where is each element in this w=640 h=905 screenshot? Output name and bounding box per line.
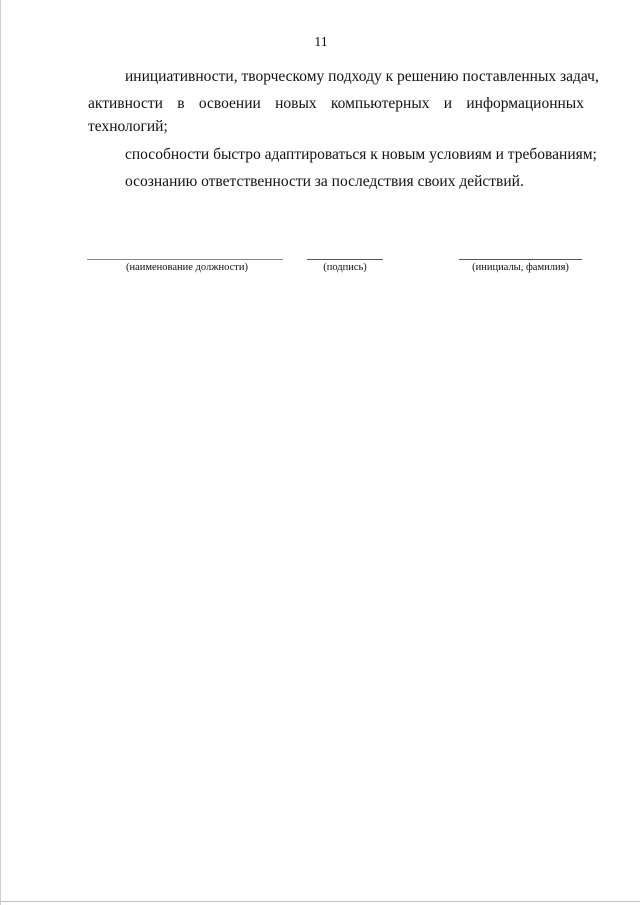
name-caption: (инициалы, фамилия): [472, 262, 569, 273]
justified-text-line: [88, 95, 584, 113]
word: активности: [88, 95, 163, 112]
word: и: [443, 95, 453, 112]
text-line: осознанию ответственности за последствия своих действий.: [125, 173, 524, 190]
text-line: инициативности, творческому подходу к решению поставленных задач,: [125, 68, 599, 85]
position-signature-line: [87, 259, 283, 260]
text-line: способности быстро адаптироваться к новым условиям и требованиям;: [125, 146, 597, 163]
word: компьютерных: [330, 95, 430, 112]
signature-caption: (подпись): [323, 262, 367, 273]
word: в: [177, 95, 185, 112]
name-signature-line: [459, 259, 582, 260]
word: информационных: [466, 95, 584, 112]
page-number: 11: [314, 35, 328, 50]
position-caption: (наименование должности): [125, 262, 249, 273]
page-bottom-edge: [1, 901, 640, 902]
word: освоении: [198, 95, 261, 112]
word: новых: [275, 95, 317, 112]
signature-line: [307, 259, 383, 260]
text-line: технологий;: [88, 118, 168, 135]
